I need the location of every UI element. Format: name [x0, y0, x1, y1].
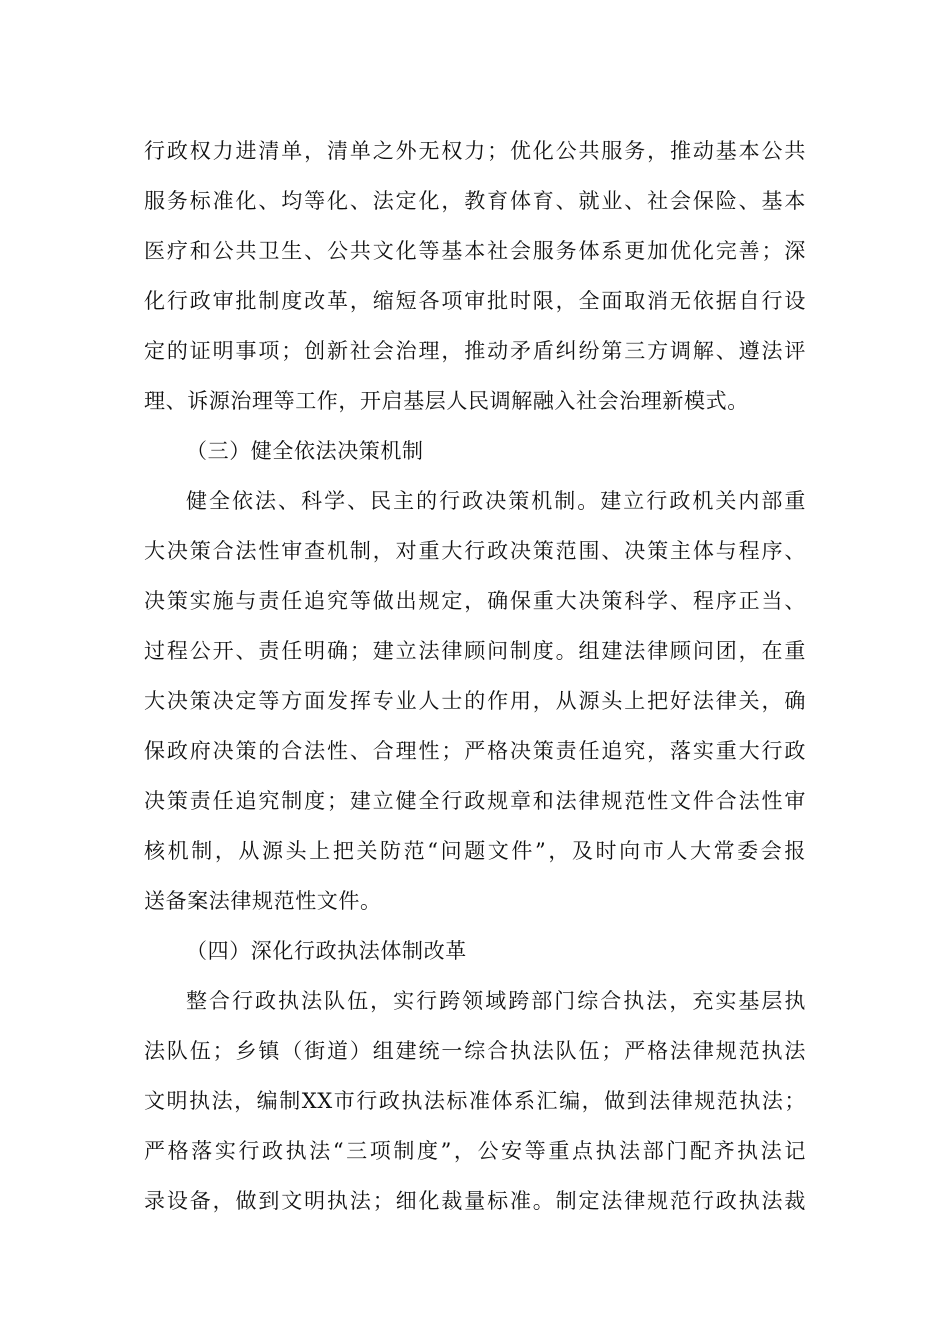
paragraph-public-services — [144, 126, 806, 426]
text-line: 决策责任追究制度；建立健全行政规章和法律规范性文件合法性审 — [144, 789, 806, 813]
section-heading-4: （四）深化行政执法体制改革 — [186, 939, 467, 963]
text-line: 整合行政执法队伍，实行跨领域跨部门综合执法，充实基层执 — [186, 989, 806, 1013]
text-line: 保政府决策的合法性、合理性；严格决策责任追究，落实重大行政 — [144, 739, 806, 763]
text-line: 法队伍；乡镇（街道）组建统一综合执法队伍；严格法律规范执法 — [144, 1039, 806, 1063]
text-line: 过程公开、责任明确；建立法律顾问制度。组建法律顾问团，在重 — [144, 639, 806, 663]
paragraph-decision-mechanism — [144, 476, 806, 926]
text-line: 医疗和公共卫生、公共文化等基本社会服务体系更加优化完善；深 — [144, 239, 806, 263]
text-line: 决策实施与责任追究等做出规定，确保重大决策科学、程序正当、 — [144, 589, 806, 613]
text-line: 化行政审批制度改革，缩短各项审批时限，全面取消无依据自行设 — [144, 289, 806, 313]
text-line: 录设备，做到文明执法；细化裁量标准。制定法律规范行政执法裁 — [144, 1189, 806, 1213]
section-heading-3: （三）健全依法决策机制 — [186, 439, 424, 463]
text-line: 健全依法、科学、民主的行政决策机制。建立行政机关内部重 — [186, 489, 806, 513]
text-line: 服务标准化、均等化、法定化，教育体育、就业、社会保险、基本 — [144, 189, 806, 213]
text-line: 文明执法，编制XX市行政执法标准体系汇编，做到法律规范执法； — [144, 1089, 806, 1113]
document-body — [144, 126, 806, 1226]
text-line: 核机制，从源头上把关防范“问题文件”，及时向市人大常委会报 — [144, 839, 806, 863]
text-line: 行政权力进清单，清单之外无权力；优化公共服务，推动基本公共 — [144, 139, 806, 163]
paragraph-law-enforcement — [144, 976, 806, 1226]
text-line: 理、诉源治理等工作，开启基层人民调解融入社会治理新模式。 — [144, 389, 749, 413]
text-line: 送备案法律规范性文件。 — [144, 889, 382, 913]
text-line: 大决策合法性审查机制，对重大行政决策范围、决策主体与程序、 — [144, 539, 806, 563]
text-line: 定的证明事项；创新社会治理，推动矛盾纠纷第三方调解、遵法评 — [144, 339, 806, 363]
text-line: 大决策决定等方面发挥专业人士的作用，从源头上把好法律关，确 — [144, 689, 806, 713]
text-line: 严格落实行政执法“三项制度”，公安等重点执法部门配齐执法记 — [144, 1139, 806, 1163]
